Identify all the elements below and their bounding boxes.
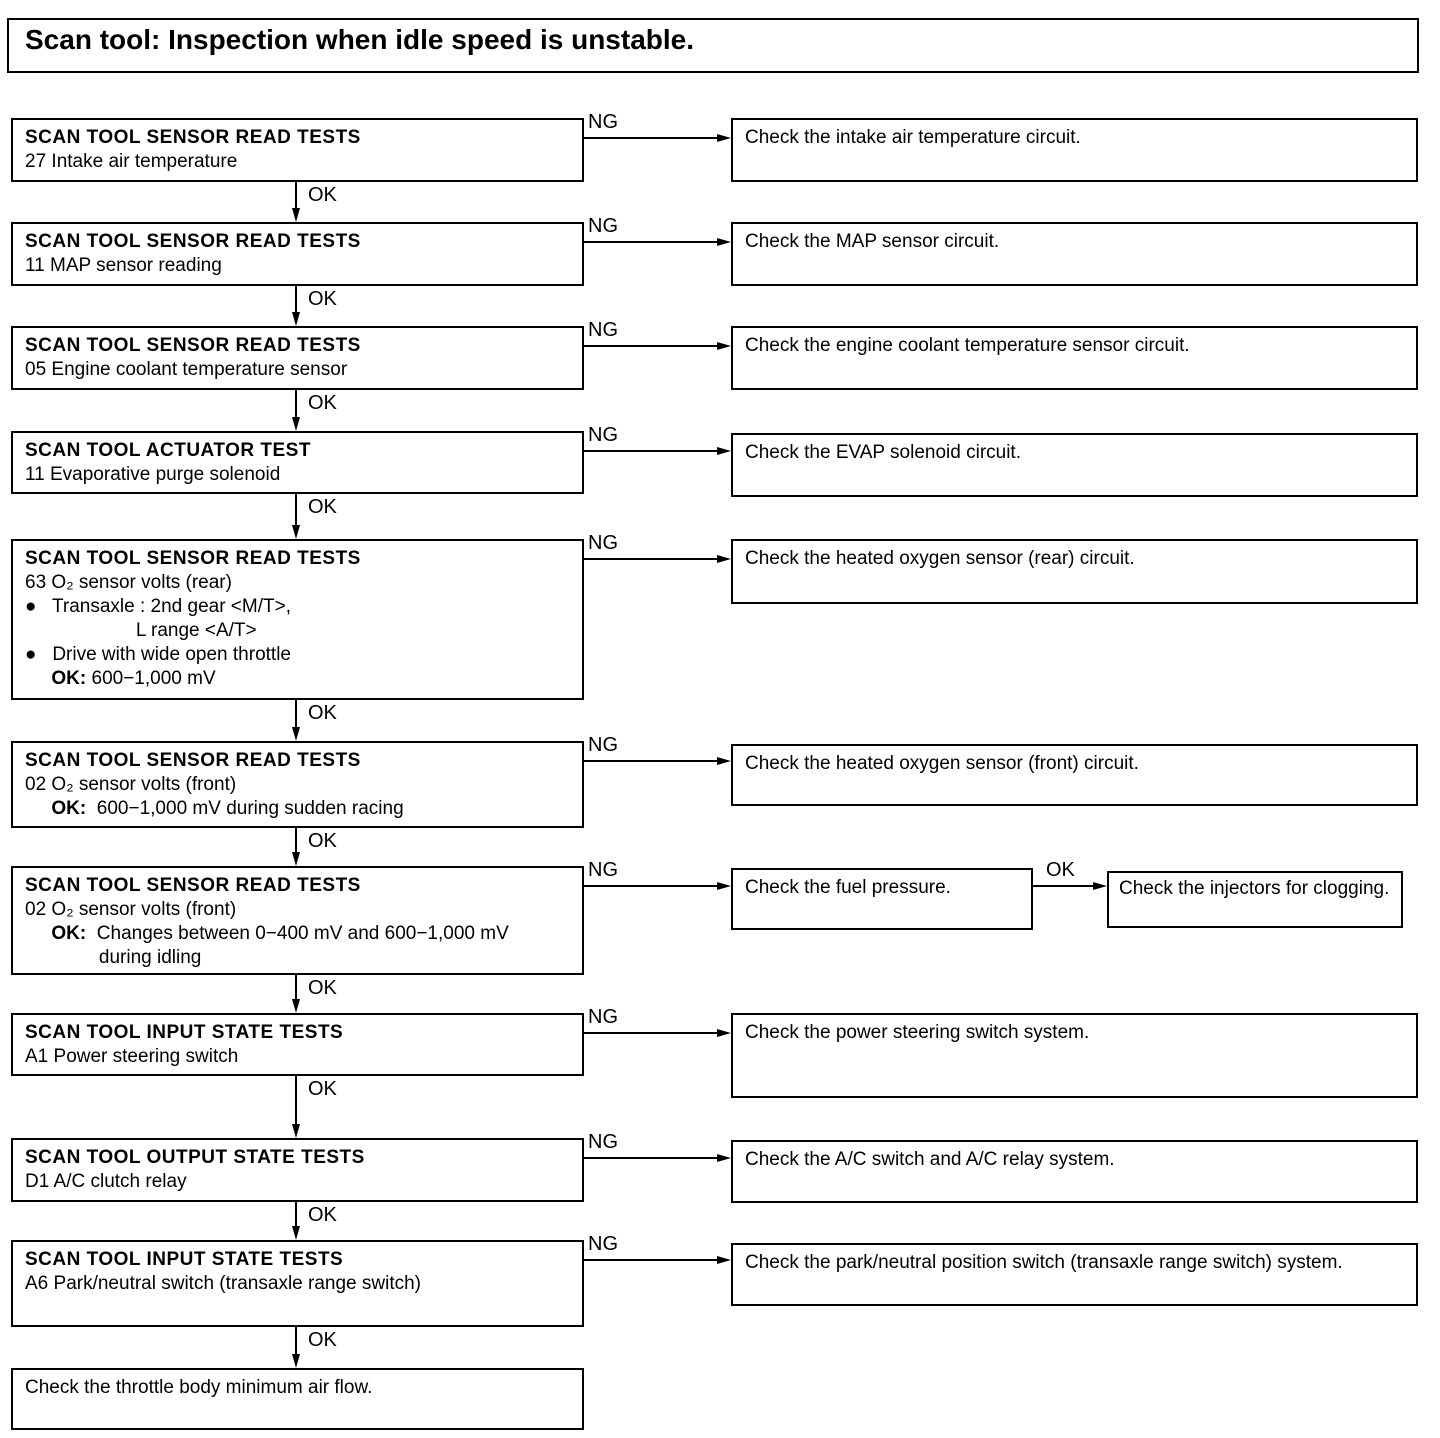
ng-label: NG (588, 1233, 618, 1255)
step-heading: SCAN TOOL SENSOR READ TESTS (25, 335, 361, 356)
test-step-box (11, 326, 584, 390)
step-detail-line (25, 1272, 570, 1296)
ok-label: OK (308, 392, 337, 414)
ng-action-text: Check the EVAP solenoid circuit. (745, 442, 1021, 463)
ng-action-text: Check the power steering switch system. (745, 1022, 1090, 1043)
ng-action-box (731, 326, 1418, 390)
step-detail-text: A6 Park/neutral switch (transaxle range switch) (25, 1273, 421, 1294)
ng-ok-action-text: Check the injectors for clogging. (1119, 878, 1390, 899)
step-detail-line (25, 254, 570, 278)
ok-arrowhead (292, 1226, 300, 1240)
step-detail-text: 11 MAP sensor reading (25, 255, 222, 276)
ng-label: NG (588, 859, 618, 881)
step-detail-text: 600−1,000 mV (86, 668, 216, 689)
step-detail-text: during idling (25, 947, 202, 968)
ng-action-text: Check the park/neutral position switch (transaxle range switch) system. (745, 1252, 1343, 1273)
step-detail-line (25, 643, 570, 667)
test-step-box (11, 1240, 584, 1327)
step-detail-text: L range <A/T> (25, 620, 257, 641)
ng-label: NG (588, 424, 618, 446)
ok-arrowhead (292, 525, 300, 539)
test-step-box (11, 118, 584, 182)
step-heading: SCAN TOOL SENSOR READ TESTS (25, 231, 361, 252)
ng-action-box (731, 1140, 1418, 1203)
step-detail-text: 11 Evaporative purge solenoid (25, 464, 281, 485)
ng-action-text: Check the intake air temperature circuit. (745, 127, 1081, 148)
step-detail-line (25, 463, 570, 487)
test-step-box (11, 1013, 584, 1076)
ng-arrowhead (717, 342, 731, 350)
final-action-text: Check the throttle body minimum air flow. (25, 1377, 373, 1398)
ok-label: OK (308, 702, 337, 724)
step-detail-text: 05 Engine coolant temperature sensor (25, 359, 348, 380)
ng-arrowhead (717, 447, 731, 455)
ng-action-text: Check the MAP sensor circuit. (745, 231, 1000, 252)
step-detail-line (25, 150, 570, 174)
ng-action-box (731, 118, 1418, 182)
step-detail-line (25, 898, 570, 922)
step-detail-text: 27 Intake air temperature (25, 151, 238, 172)
ok-label: OK (308, 1204, 337, 1226)
final-action-box (11, 1368, 584, 1430)
ng-action-box (731, 744, 1418, 806)
test-step-box (11, 1138, 584, 1202)
test-step-box (11, 431, 584, 494)
step-heading: SCAN TOOL SENSOR READ TESTS (25, 548, 361, 569)
ng-action-box (731, 433, 1418, 497)
ng-action-text: Check the A/C switch and A/C relay system. (745, 1149, 1115, 1170)
step-heading: SCAN TOOL OUTPUT STATE TESTS (25, 1147, 365, 1168)
test-step-box (11, 222, 584, 286)
step-heading: SCAN TOOL SENSOR READ TESTS (25, 127, 361, 148)
ok-criteria-label: OK: (25, 668, 87, 689)
step-detail-line (25, 619, 570, 643)
ok-label: OK (308, 830, 337, 852)
test-step-box (11, 741, 584, 828)
ok-arrowhead (292, 999, 300, 1013)
step-heading: SCAN TOOL SENSOR READ TESTS (25, 875, 361, 896)
ng-action-text: Check the engine coolant temperature sensor circuit. (745, 335, 1190, 356)
ng-arrowhead (717, 1154, 731, 1162)
step-detail-text: ● Transaxle : 2nd gear <M/T>, (25, 596, 291, 617)
ng-arrowhead (717, 134, 731, 142)
ng-ok-action-box (1107, 871, 1403, 928)
step-heading: SCAN TOOL SENSOR READ TESTS (25, 750, 361, 771)
ng-label: NG (588, 1006, 618, 1028)
step-detail-line (25, 797, 570, 821)
ok-arrowhead (292, 312, 300, 326)
test-step-box (11, 866, 584, 975)
ok-arrowhead (292, 417, 300, 431)
ng-arrowhead (717, 1029, 731, 1037)
ok-label: OK (308, 496, 337, 518)
step-heading: SCAN TOOL ACTUATOR TEST (25, 440, 311, 461)
step-heading: SCAN TOOL INPUT STATE TESTS (25, 1249, 344, 1270)
step-detail-text: Changes between 0−400 mV and 600−1,000 mV (86, 923, 509, 944)
step-detail-line (25, 946, 570, 970)
ng-action-text: Check the fuel pressure. (745, 877, 951, 898)
step-detail-text: D1 A/C clutch relay (25, 1171, 187, 1192)
ng-action-box (731, 1013, 1418, 1098)
ng-action-box (731, 868, 1033, 930)
step-detail-text: 02 O₂ sensor volts (front) (25, 899, 237, 920)
ng-label: NG (588, 215, 618, 237)
ng-arrowhead (717, 555, 731, 563)
ng-label: NG (588, 1131, 618, 1153)
ng-label: NG (588, 734, 618, 756)
step-detail-text: ● Drive with wide open throttle (25, 644, 291, 665)
ng-action-box (731, 1243, 1418, 1306)
ng-label: NG (588, 532, 618, 554)
ng-action-text: Check the heated oxygen sensor (front) circuit. (745, 753, 1139, 774)
ng-arrowhead (717, 238, 731, 246)
ng-arrowhead (717, 757, 731, 765)
step-detail-text: 63 O₂ sensor volts (rear) (25, 572, 232, 593)
ok-arrowhead (292, 727, 300, 741)
ok-arrowhead (292, 208, 300, 222)
step-detail-text: 600−1,000 mV during sudden racing (86, 798, 404, 819)
step-detail-line (25, 1170, 570, 1194)
step-detail-line (25, 571, 570, 595)
ok-arrowhead (292, 1124, 300, 1138)
title-text: Scan tool: Inspection when idle speed is unstable. (25, 24, 695, 55)
ng-action-box (731, 222, 1418, 286)
ok-label: OK (308, 184, 337, 206)
ng-action-box (731, 539, 1418, 604)
ok-label: OK (308, 977, 337, 999)
step-detail-text: A1 Power steering switch (25, 1046, 239, 1067)
ok-label: OK (1046, 859, 1075, 881)
step-detail-line (25, 1045, 570, 1069)
ok-arrowhead (292, 1354, 300, 1368)
ng-arrowhead (717, 882, 731, 890)
ok-label: OK (308, 1329, 337, 1351)
ok-arrowhead (1093, 882, 1107, 890)
ng-label: NG (588, 319, 618, 341)
test-step-box (11, 539, 584, 700)
step-detail-line (25, 358, 570, 382)
ok-criteria-label: OK: (25, 798, 87, 819)
ok-label: OK (308, 1078, 337, 1100)
step-detail-line (25, 667, 570, 691)
ok-arrowhead (292, 852, 300, 866)
step-heading: SCAN TOOL INPUT STATE TESTS (25, 1022, 344, 1043)
step-detail-text: 02 O₂ sensor volts (front) (25, 774, 237, 795)
ng-arrowhead (717, 1256, 731, 1264)
step-detail-line (25, 773, 570, 797)
step-detail-line (25, 595, 570, 619)
step-detail-line (25, 922, 570, 946)
ok-criteria-label: OK: (25, 923, 87, 944)
ok-label: OK (308, 288, 337, 310)
ng-action-text: Check the heated oxygen sensor (rear) circuit. (745, 548, 1135, 569)
ng-label: NG (588, 111, 618, 133)
